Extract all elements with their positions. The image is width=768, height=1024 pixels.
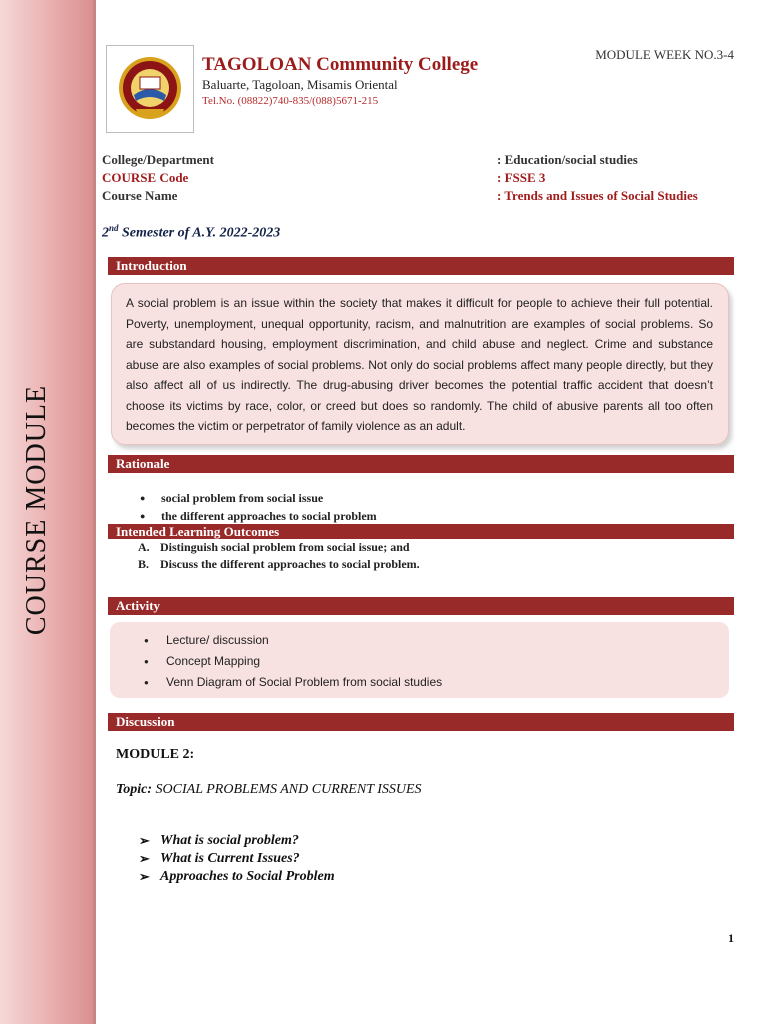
- module-week: MODULE WEEK NO.3-4: [595, 47, 734, 62]
- list-item: [138, 539, 420, 556]
- list-item: ● Lecture/ discussion: [144, 630, 729, 651]
- course-name-value: : Trends and Issues of Social Studies: [497, 188, 698, 203]
- department-value: : Education/social studies: [497, 152, 638, 167]
- module-heading: MODULE 2:: [116, 747, 195, 762]
- topic-text: SOCIAL PROBLEMS AND CURRENT ISSUES: [152, 782, 422, 797]
- list-item: ➢ What is social problem?: [139, 832, 335, 850]
- college-logo: [106, 45, 194, 133]
- page-number: 1: [728, 931, 734, 945]
- semester-suffix: nd: [109, 223, 119, 233]
- activity-header: Activity: [108, 597, 734, 615]
- department-label: College/Department: [102, 152, 214, 167]
- list-item: ➢ What is Current Issues?: [139, 850, 335, 868]
- rationale-header: Rationale: [108, 455, 734, 473]
- college-seal-icon: [118, 55, 182, 121]
- course-module-title: COURSE MODULE: [21, 384, 52, 636]
- list-text: Discuss the different approaches to social problem.: [160, 557, 420, 571]
- list-marker: A.: [138, 540, 150, 554]
- list-item: ● Concept Mapping: [144, 651, 729, 672]
- list-item: [138, 556, 420, 573]
- list-item: ● social problem from social issue: [140, 489, 377, 507]
- list-item: ● the different approaches to social problem: [140, 507, 377, 525]
- list-marker: B.: [138, 557, 150, 571]
- discussion-header: Discussion: [108, 713, 734, 731]
- course-code-value: : FSSE 3: [497, 170, 546, 185]
- question-list: [139, 832, 335, 886]
- introduction-header: Introduction: [108, 257, 734, 275]
- list-item: ➢ Approaches to Social Problem: [139, 868, 335, 886]
- topic-line: [116, 782, 422, 798]
- activity-list: [110, 622, 729, 698]
- college-address: Baluarte, Tagoloan, Misamis Oriental: [202, 77, 398, 92]
- course-name-label: Course Name: [102, 188, 178, 203]
- course-code-label: COURSE Code: [102, 170, 189, 185]
- semester-text: Semester of A.Y. 2022-2023: [118, 225, 281, 241]
- introduction-text: A social problem is an issue within the society that makes it difficult for people to achieve their full potential. Poverty, unemployment, unequal opportunity, racism, and malnutrition are examples of social problems. So are substandard housing, employment discrimination, and child abuse and neglect. Crime and substance abuse are also examples of social problems. Not only do social problems affect many people directly, but they also affect all of us indirectly. The drug-abusing driver becomes the potential traffic accident that doesn’t choose its victims by race, color, or creed but does so randomly. The child of abusive parents all too often becomes the victim or perpetrator of family violence as an adult.: [111, 283, 729, 445]
- topic-label: Topic:: [116, 782, 153, 797]
- side-band-edge: [93, 0, 96, 1024]
- rationale-list: [140, 489, 377, 525]
- semester-line: [102, 223, 280, 242]
- semester-number: 2: [102, 225, 109, 241]
- list-text: Distinguish social problem from social issue; and: [160, 540, 410, 554]
- ilo-list: [138, 539, 420, 573]
- college-telephone: Tel.No. (08822)740-835/(088)5671-215: [202, 95, 379, 107]
- ilo-header: Intended Learning Outcomes: [108, 524, 734, 539]
- college-name: TAGOLOAN Community College: [202, 54, 479, 75]
- list-item: ● Venn Diagram of Social Problem from social studies: [144, 672, 729, 693]
